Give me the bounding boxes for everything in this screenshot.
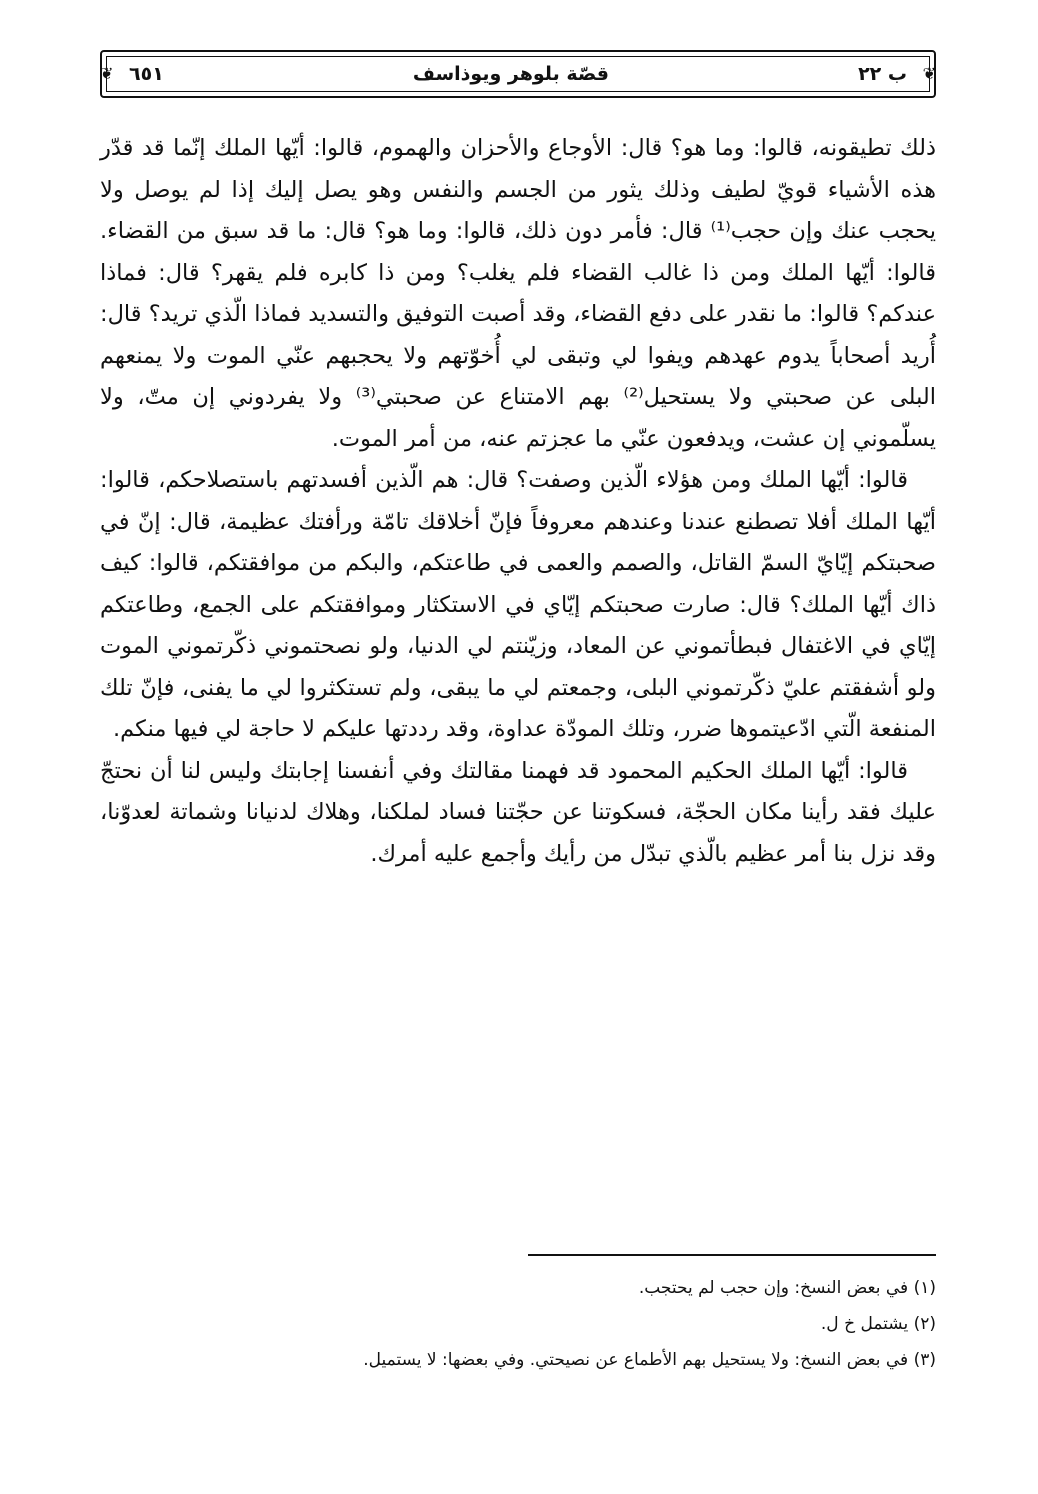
footnote: (٢) يشتمل خ ل. [820, 1314, 936, 1334]
footnote: (١) في بعض النسخ: وإن حجب لم يحتجب. [638, 1278, 936, 1298]
footnotes [100, 1270, 936, 1378]
paragraph: قالوا: أيّها الملك الحكيم المحمود قد فهمنا مقالتك وفي أنفسنا إجابتك وليس لنا أن نحتجّ عليك فقد رأينا مكان الحجّة، فسكوتنا عن حجّتنا فساد لملكنا، وهلاك لدنيانا وشماتة لعدوّنا، وقد نزل بنا أمر عظيم بالّذي تبدّل من رأيك وأجمع عليه أمرك. [100, 757, 936, 867]
ornament-icon: ❦ [100, 64, 114, 83]
paragraph: ذلك تطيقونه، قالوا: وما هو؟ قال: الأوجاع والأحزان والهموم، قالوا: أيّها الملك إنّما قد قدّر هذه الأشياء قويّ لطيف وذلك يثور من الجسم والنفس وهو يصل إليك إذا لم يوصل ولا يحجب عنك وإن حجب⁽¹⁾ قال: فأمر دون ذلك، قالوا: وما هو؟ قال: ما قد سبق من القضاء. قالوا: أيّها الملك ومن ذا غالب القضاء فلم يغلب؟ ومن ذا كابره فلم يقهر؟ قال: فماذا عندكم؟ قالوا: ما نقدر على دفع القضاء، وقد أصبت التوفيق والتسديد فماذا الّذي تريد؟ قال: أُريد أصحاباً يدوم عهدهم ويفوا لي وتبقى لي أُخوّتهم ولا يحجبهم عنّي الموت ولا يمنعهم البلى عن صحبتي ولا يستحيل⁽²⁾ بهم الامتناع عن صحبتي⁽³⁾ ولا يفردوني إن متّ، ولا يسلّموني إن عشت، ويدفعون عنّي ما عجزتم عنه، من أمر الموت. [100, 135, 936, 452]
page-number: ٦٥١ [129, 63, 164, 85]
paragraph: قالوا: أيّها الملك ومن هؤلاء الّذين وصفت؟ قال: هم الّذين أفسدتهم باستصلاحكم، قالوا: أيّها الملك أفلا تصطنع عندنا وعندهم معروفاً فإنّ أخلاقك تامّة ورأفتك عظيمة، قال: إنّ في صحبتكم إيّايّ السمّ القاتل، والصمم والعمى في طاعتكم، والبكم من موافقتكم، قالوا: كيف ذاك أيّها الملك؟ قال: صارت صحبتكم إيّاي في الاستكثار وموافقتكم على الجمع، وطاعتكم إيّاي في الاغتفال فبطأتموني عن المعاد، وزيّنتم لي الدنيا، ولو نصحتموني ذكّرتموني الموت ولو أشفقتم عليّ ذكّرتموني البلى، وجمعتم لي ما يبقى، ولم تستكثروا لي ما يفنى، فإنّ تلك المنفعة الّتي ادّعيتموها ضرر، وتلك المودّة عداوة، وقد رددتها عليكم لا حاجة لي فيها منكم. [100, 467, 936, 742]
main-text [100, 128, 936, 875]
ornament-icon: ❦ [922, 64, 936, 83]
chapter-label: ب ٢٢ [858, 63, 907, 85]
footnote-divider [528, 1254, 936, 1256]
running-title: قصّة بلوهر ويوذاسف [412, 63, 610, 85]
page-header [100, 50, 936, 98]
header-bar [106, 56, 930, 92]
footnote: (٣) في بعض النسخ: ولا يستحيل بهم الأطماع عن نصيحتي. وفي بعضها: لا يستميل. [363, 1350, 936, 1370]
